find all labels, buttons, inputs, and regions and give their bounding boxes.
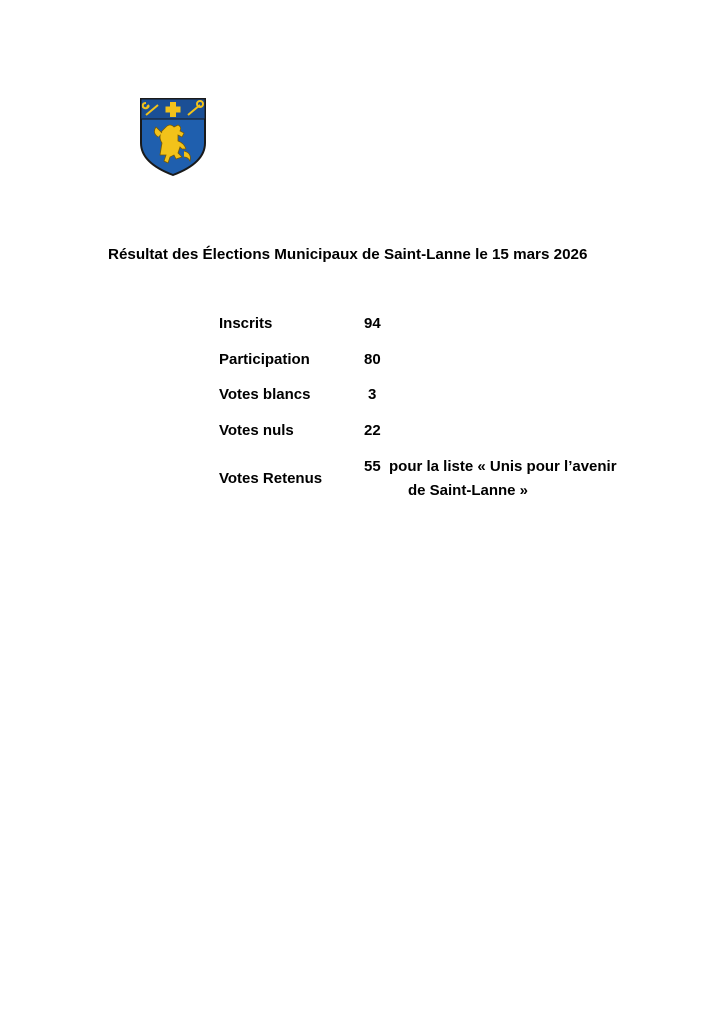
result-value: 55 (364, 458, 381, 475)
coat-of-arms-icon (138, 97, 208, 177)
result-label: Votes Retenus (219, 470, 323, 487)
result-label: Participation (219, 351, 310, 368)
result-value: 80 (364, 351, 381, 368)
result-label: Votes nuls (219, 422, 294, 439)
result-value: 94 (364, 315, 381, 332)
result-value: 22 (364, 422, 381, 439)
result-value: 3 (368, 386, 377, 403)
result-note: de Saint-Lanne » (408, 482, 529, 499)
result-label: Inscrits (219, 315, 273, 332)
page-title: Résultat des Élections Municipaux de Saint-Lanne le 15 mars 2026 (108, 246, 588, 263)
result-note: pour la liste « Unis pour l’avenir (389, 458, 617, 475)
result-label: Votes blancs (219, 386, 311, 403)
